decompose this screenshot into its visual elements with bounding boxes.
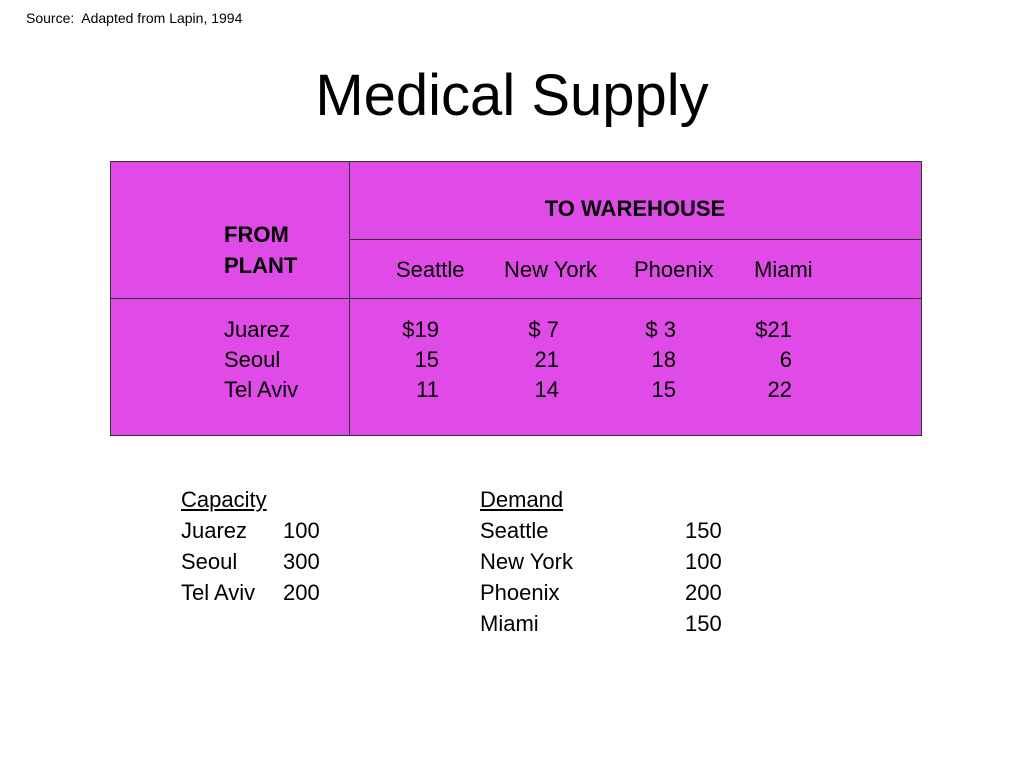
demand-name-phoenix: Phoenix bbox=[480, 580, 560, 605]
cost-cell: 15 bbox=[414, 347, 439, 372]
from-header-line-1: FROM bbox=[224, 222, 289, 247]
cost-cell: 6 bbox=[779, 347, 792, 372]
cost-cell: 22 bbox=[767, 377, 792, 402]
cost-cell: $ 7 bbox=[528, 317, 559, 342]
transport-cost-table bbox=[110, 161, 922, 436]
source-note: Source: Adapted from Lapin, 1994 bbox=[26, 10, 243, 26]
demand-value-new-york: 100 bbox=[685, 549, 722, 574]
demand-value-phoenix: 200 bbox=[685, 580, 722, 605]
demand-name-miami: Miami bbox=[480, 611, 539, 636]
capacity-heading: Capacity bbox=[181, 487, 267, 512]
page-title: Medical Supply bbox=[315, 63, 709, 128]
capacity-value-seoul: 300 bbox=[283, 549, 320, 574]
plant-label-juarez: Juarez bbox=[224, 317, 291, 342]
demand-name-seattle: Seattle bbox=[480, 518, 549, 543]
demand-heading: Demand bbox=[480, 487, 564, 512]
cost-cell: $21 bbox=[755, 317, 792, 342]
to-warehouse-header: TO WAREHOUSE bbox=[544, 196, 726, 221]
from-header-line-2: PLANT bbox=[224, 253, 298, 278]
cost-cell: 11 bbox=[416, 377, 439, 402]
cost-cell: $19 bbox=[402, 317, 439, 342]
capacity-name-tel-aviv: Tel Aviv bbox=[181, 580, 256, 605]
cost-cell: 15 bbox=[651, 377, 676, 402]
capacity-value-juarez: 100 bbox=[283, 518, 320, 543]
cost-cell: 18 bbox=[651, 347, 676, 372]
capacity-value-tel-aviv: 200 bbox=[283, 580, 320, 605]
warehouse-header-new-york: New York bbox=[504, 257, 597, 282]
warehouse-header-seattle: Seattle bbox=[396, 257, 465, 282]
cost-cell: $ 3 bbox=[645, 317, 676, 342]
capacity-name-juarez: Juarez bbox=[181, 518, 248, 543]
demand-value-miami: 150 bbox=[685, 611, 722, 636]
table-divider-body bbox=[111, 298, 921, 299]
cost-cell: 14 bbox=[534, 377, 559, 402]
plant-label-tel-aviv: Tel Aviv bbox=[224, 377, 299, 402]
demand-value-seattle: 150 bbox=[685, 518, 722, 543]
plant-label-seoul: Seoul bbox=[224, 347, 281, 372]
demand-name-new-york: New York bbox=[480, 549, 573, 574]
table-divider-header bbox=[349, 239, 921, 240]
warehouse-header-phoenix: Phoenix bbox=[634, 257, 714, 282]
warehouse-header-miami: Miami bbox=[754, 257, 813, 282]
cost-cell: 21 bbox=[534, 347, 559, 372]
capacity-name-seoul: Seoul bbox=[181, 549, 238, 574]
